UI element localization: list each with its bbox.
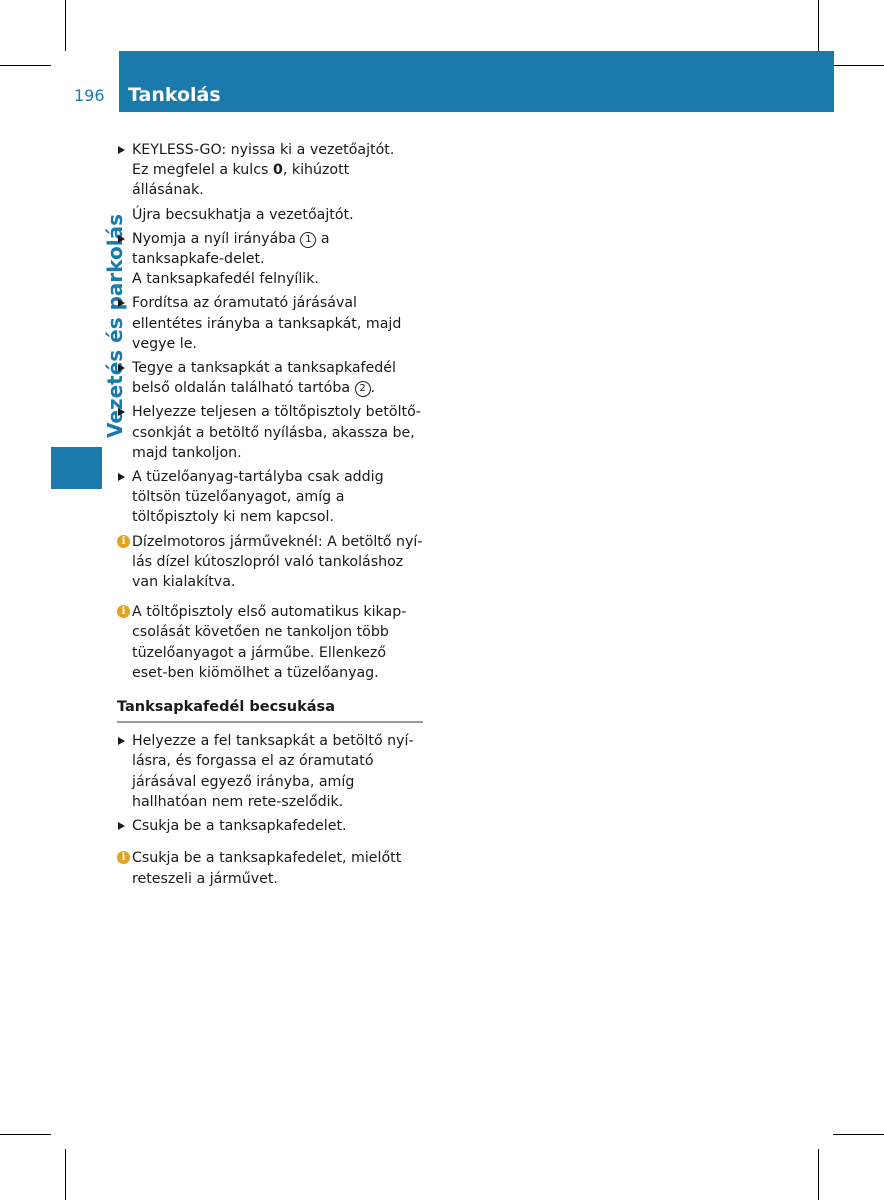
step-item: Helyezze teljesen a töltőpisztoly betöltő-csonkját a betöltő nyílásba, akassza be, majd tankoljon. bbox=[117, 402, 423, 463]
callout-number: 2 bbox=[355, 381, 371, 397]
spacer bbox=[117, 723, 423, 731]
step-item bbox=[117, 229, 423, 269]
info-icon: i bbox=[117, 851, 130, 864]
info-icon: i bbox=[117, 535, 130, 548]
page-number: 196 bbox=[74, 86, 105, 105]
page-title: Tankolás bbox=[128, 84, 221, 106]
header-separator bbox=[117, 51, 119, 112]
step-text: KEYLESS-GO: nyissa ki a vezetőajtót. bbox=[132, 142, 395, 158]
step-item: Csukja be a tanksapkafedelet. bbox=[117, 816, 423, 836]
main-content bbox=[117, 140, 423, 889]
step-text: , kihúzott állásának. bbox=[132, 162, 350, 199]
result-text: A tanksapkafedél felnyílik. bbox=[132, 271, 319, 288]
crop-mark bbox=[65, 0, 66, 51]
step-text: a tanksapkafe-delet. bbox=[132, 230, 330, 268]
chapter-label: Vezetés és parkolás bbox=[103, 213, 127, 438]
crop-mark bbox=[833, 65, 884, 66]
crop-mark bbox=[0, 1134, 51, 1135]
step-item: A tüzelőanyag-tartályba csak addig töltsön tüzelőanyagot, amíg a töltőpisztoly ki nem kapcsol. bbox=[117, 467, 423, 528]
callout-number: 1 bbox=[300, 232, 316, 248]
crop-mark bbox=[818, 0, 819, 51]
info-note bbox=[117, 602, 423, 683]
result-text: Újra becsukhatja a vezetőajtót. bbox=[132, 206, 354, 223]
info-icon: i bbox=[117, 605, 130, 618]
header-bar bbox=[117, 51, 834, 112]
chapter-marker bbox=[51, 447, 102, 489]
step-text: Nyomja a nyíl irányába bbox=[132, 230, 301, 247]
crop-mark bbox=[65, 1149, 66, 1200]
step-item: Helyezze a fel tanksapkát a betöltő nyí-lásra, és forgassa el az óramutató járásával egyező irányba, amíg hallhatóan nem rete-szelődik. bbox=[117, 731, 423, 812]
info-note bbox=[117, 532, 423, 593]
info-text: A töltőpisztoly első automatikus kikap-csolását követően ne tankoljon több tüzelőanyagot a járműbe. Ellenkező eset-ben kiömölhet a tüzelőanyag. bbox=[132, 604, 407, 681]
step-text: Ez megfelel a kulcs bbox=[132, 162, 273, 179]
crop-mark bbox=[818, 1149, 819, 1200]
step-text: . bbox=[370, 380, 376, 397]
step-item bbox=[117, 140, 423, 201]
section-heading: Tanksapkafedél becsukása bbox=[117, 697, 423, 723]
info-text: Csukja be a tanksapkafedelet, mielőtt reteszeli a járművet. bbox=[132, 850, 402, 887]
info-note bbox=[117, 848, 423, 888]
crop-mark bbox=[0, 65, 51, 66]
step-text: Tegye a tanksapkát a tanksapkafedél belső oldalán található tartóba bbox=[132, 360, 396, 397]
step-item bbox=[117, 358, 423, 398]
info-text: Dízelmotoros járműveknél: A betöltő nyí-lás dízel kútoszlopról való tankoláshoz van kialakítva. bbox=[132, 533, 423, 591]
step-item: Fordítsa az óramutató járásával ellentétes irányba a tanksapkát, majd vegye le. bbox=[117, 293, 423, 354]
crop-mark bbox=[833, 1134, 884, 1135]
key-position: 0 bbox=[272, 162, 283, 179]
